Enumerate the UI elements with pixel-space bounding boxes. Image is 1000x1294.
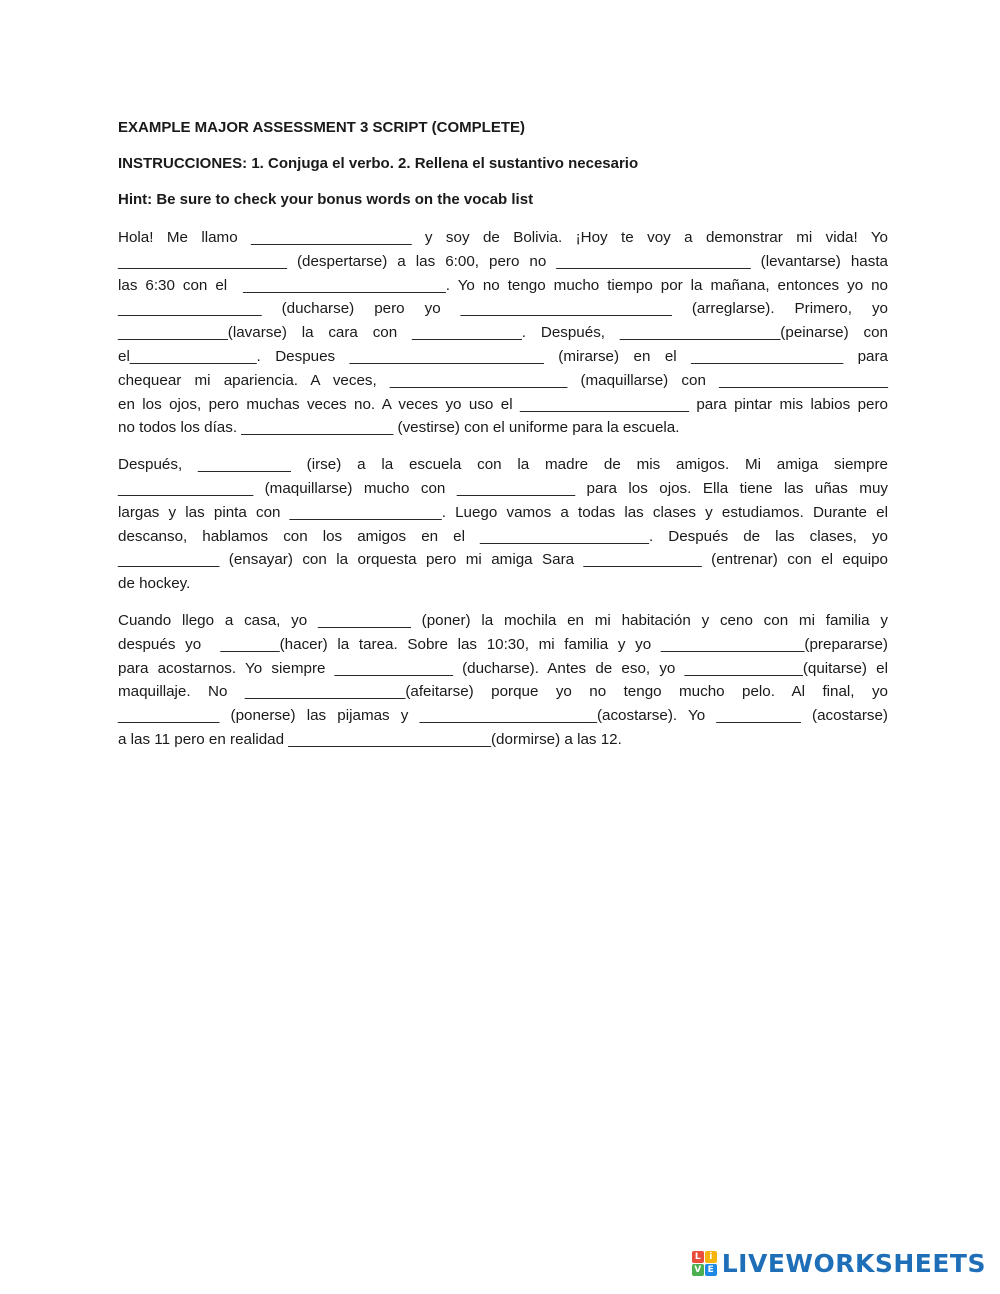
logo-letter: E [705,1264,717,1276]
paragraph-line: de hockey. [118,575,191,593]
hint: Hint: Be sure to check your bonus words on the vocab list [118,191,534,208]
document-title: EXAMPLE MAJOR ASSESSMENT 3 SCRIPT (COMPLETE) [118,119,525,136]
paragraph-line: no todos los días. __________________ (vestirse) con el uniforme para la escuela. [118,419,680,437]
paragraph-line: maquillaje. No ___________________(afeitarse) porque yo no tengo mucho pelo. Al final, yo [118,683,888,701]
paragraph-line: ____________ (ensayar) con la orquesta pero mi amiga Sara ______________ (entrenar) con el equipo [118,551,888,569]
logo-letter: i [705,1251,717,1263]
paragraph-line: Hola! Me llamo ___________________ y soy de Bolivia. ¡Hoy te voy a demonstrar mi vida! Yo [118,229,888,246]
paragraph-line: ____________ (ponerse) las pijamas y _____________________(acostarse). Yo __________ (acostarse) [118,707,888,725]
paragraph-line: para acostarnos. Yo siempre ______________ (ducharse). Antes de eso, yo ______________(quitarse) el [118,659,888,677]
paragraph-1 [118,226,888,440]
paragraph-line: _____________(lavarse) la cara con _____________. Después, ___________________(peinarse) con [118,324,888,342]
paragraph-line: después yo _______(hacer) la tarea. Sobre las 10:30, mi familia y yo _________________(prepararse) [118,635,888,653]
instructions: INSTRUCCIONES: 1. Conjuga el verbo. 2. Rellena el sustantivo necesario [118,155,639,172]
paragraph-line: Después, ___________ (irse) a la escuela con la madre de mis amigos. Mi amiga siempre [118,456,888,474]
paragraph-line: a las 11 pero en realidad ________________________(dormirse) a las 12. [118,730,622,748]
paragraph-line: ________________ (maquillarse) mucho con ______________ para los ojos. Ella tiene las uñas muy [118,479,888,497]
paragraph-line: _________________ (ducharse) pero yo _________________________ (arreglarse). Primero, yo [118,300,888,318]
logo-wordmark: LIVEWORKSHEETS [721,1248,986,1278]
paragraph-line: largas y las pinta con __________________. Luego vamos a todas las clases y estudiamos. Durante el [118,503,888,521]
paragraph-line: en los ojos, pero muchas veces no. A veces yo uso el ____________________ para pintar mis labios pero [118,395,888,413]
logo-letter: V [692,1264,704,1276]
paragraph-line: descanso, hablamos con los amigos en el ____________________. Después de las clases, yo [118,527,888,545]
logo-letter: L [692,1251,704,1263]
paragraph-2 [118,453,888,596]
worksheet [118,118,888,765]
liveworksheets-logo[interactable] [692,1246,986,1280]
paragraph-3 [118,609,888,752]
liveworksheets-mark-icon [692,1251,717,1276]
paragraph-line: chequear mi apariencia. A veces, _____________________ (maquillarse) con ____________________ [118,371,888,389]
paragraph-line: las 6:30 con el ________________________. Yo no tengo mucho tiempo por la mañana, entonces yo no [118,276,888,294]
paragraph-line: ____________________ (despertarse) a las 6:00, pero no _______________________ (levantarse) hasta [118,252,888,270]
paragraph-line: Cuando llego a casa, yo ___________ (poner) la mochila en mi habitación y ceno con mi familia y [118,611,888,629]
paragraph-line: el_______________. Despues _______________________ (mirarse) en el __________________ para [118,347,888,365]
